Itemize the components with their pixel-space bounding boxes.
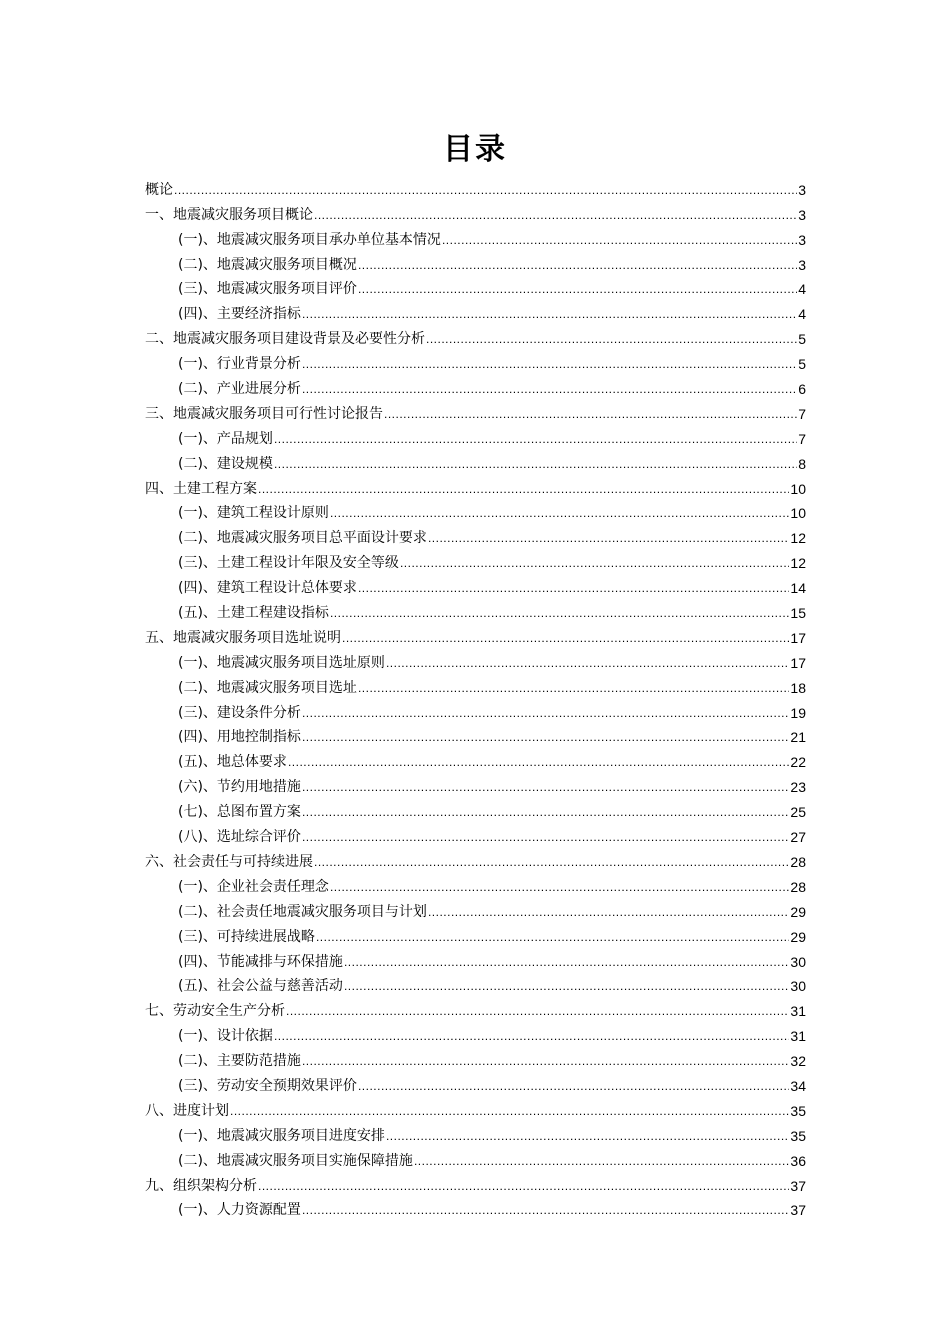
toc-entry-text: (三)、可持续进展战略	[178, 928, 315, 945]
toc-entry[interactable]	[145, 871, 806, 896]
toc-dot-leader	[400, 554, 789, 572]
toc-dot-leader	[258, 480, 789, 498]
toc-page-number: 15	[790, 605, 806, 622]
toc-entry-text: 一、地震减灾服务项目概论	[145, 206, 313, 223]
toc-entry-text: (二)、地震减灾服务项目总平面设计要求	[178, 530, 427, 547]
toc-entry[interactable]	[145, 1070, 806, 1095]
toc-dot-leader	[230, 1102, 789, 1120]
toc-dot-leader	[344, 977, 789, 995]
toc-page-number: 8	[798, 455, 806, 472]
toc-dot-leader	[358, 579, 789, 597]
toc-entry-text: (七)、总图布置方案	[178, 804, 301, 821]
toc-page-number: 5	[798, 331, 806, 348]
toc-entry-text: (四)、节能减排与环保措施	[178, 953, 343, 970]
toc-entry[interactable]	[145, 821, 806, 846]
toc-dot-leader	[286, 1002, 789, 1020]
toc-dot-leader	[314, 853, 789, 871]
toc-dot-leader	[358, 256, 797, 274]
toc-entry-text: (一)、设计依据	[178, 1028, 273, 1045]
toc-dot-leader	[274, 430, 797, 448]
toc-entry-text: (八)、选址综合评价	[178, 829, 301, 846]
toc-entry-text: (一)、人力资源配置	[178, 1202, 301, 1219]
toc-dot-leader	[386, 1127, 789, 1145]
toc-page-number: 4	[798, 281, 806, 298]
toc-page-number: 30	[790, 953, 806, 970]
toc-entry[interactable]	[145, 572, 806, 597]
toc-entry-text: (一)、地震减灾服务项目进度安排	[178, 1127, 385, 1144]
toc-entry[interactable]	[145, 547, 806, 572]
toc-dot-leader	[342, 629, 789, 647]
toc-dot-leader	[384, 405, 797, 423]
toc-page-number: 34	[790, 1077, 806, 1094]
toc-dot-leader	[428, 903, 789, 921]
toc-entry-text: (三)、劳动安全预期效果评价	[178, 1077, 357, 1094]
toc-entry[interactable]	[145, 1095, 806, 1120]
toc-page-number: 7	[798, 405, 806, 422]
toc-entry[interactable]	[145, 846, 806, 871]
toc-dot-leader	[302, 355, 797, 373]
toc-dot-leader	[316, 928, 789, 946]
toc-dot-leader	[174, 181, 797, 199]
toc-entry[interactable]	[145, 323, 806, 348]
toc-entry[interactable]	[145, 274, 806, 299]
toc-entry-text: 二、地震减灾服务项目建设背景及必要性分析	[145, 331, 425, 348]
toc-entry-text: (二)、地震减灾服务项目实施保障措施	[178, 1152, 413, 1169]
toc-dot-leader	[344, 953, 789, 971]
toc-dot-leader	[302, 828, 789, 846]
toc-entry[interactable]	[145, 1170, 806, 1195]
toc-entry-text: 四、土建工程方案	[145, 480, 257, 497]
toc-page-number: 3	[798, 181, 806, 198]
toc-entry-text: (二)、地震减灾服务项目概况	[178, 256, 357, 273]
toc-page-number: 7	[798, 430, 806, 447]
toc-entry-text: (二)、建设规模	[178, 455, 273, 472]
toc-page-number: 5	[798, 356, 806, 373]
toc-page-number: 17	[790, 629, 806, 646]
toc-page-number: 4	[798, 306, 806, 323]
toc-entry-text: (一)、地震减灾服务项目选址原则	[178, 654, 385, 671]
toc-page-number: 27	[790, 829, 806, 846]
toc-entry-text: (四)、用地控制指标	[178, 729, 301, 746]
toc-dot-leader	[258, 1177, 789, 1195]
toc-page-number: 18	[790, 679, 806, 696]
toc-dot-leader	[314, 206, 797, 224]
toc-entry[interactable]	[145, 971, 806, 996]
toc-entry-text: (二)、地震减灾服务项目选址	[178, 679, 357, 696]
toc-page-number: 31	[790, 1003, 806, 1020]
toc-dot-leader	[288, 753, 789, 771]
toc-entry[interactable]	[145, 249, 806, 274]
toc-page-number: 21	[790, 729, 806, 746]
toc-page-number: 35	[790, 1127, 806, 1144]
toc-entry[interactable]	[145, 1195, 806, 1220]
toc-dot-leader	[428, 529, 789, 547]
toc-page-number: 35	[790, 1102, 806, 1119]
toc-entry[interactable]	[145, 1120, 806, 1145]
toc-entry[interactable]	[145, 796, 806, 821]
toc-dot-leader	[302, 728, 789, 746]
toc-page-number: 30	[790, 978, 806, 995]
toc-dot-leader	[330, 504, 789, 522]
toc-page-number: 29	[790, 903, 806, 920]
toc-dot-leader	[302, 1201, 789, 1219]
toc-entry[interactable]	[145, 224, 806, 249]
toc-page-number: 28	[790, 853, 806, 870]
toc-dot-leader	[302, 778, 789, 796]
toc-entry[interactable]	[145, 373, 806, 398]
toc-dot-leader	[442, 231, 797, 249]
toc-page-number: 19	[790, 704, 806, 721]
toc-entry[interactable]	[145, 423, 806, 448]
toc-entry[interactable]	[145, 697, 806, 722]
toc-entry-text: (五)、地总体要求	[178, 754, 287, 771]
toc-entry[interactable]	[145, 448, 806, 473]
toc-entry[interactable]	[145, 298, 806, 323]
toc-page-number: 10	[790, 480, 806, 497]
toc-entry[interactable]	[145, 597, 806, 622]
toc-dot-leader	[330, 604, 789, 622]
toc-entry-text: (一)、企业社会责任理念	[178, 878, 329, 895]
toc-entry-text: (三)、地震减灾服务项目评价	[178, 281, 357, 298]
toc-page-number: 14	[790, 580, 806, 597]
toc-page-number: 32	[790, 1053, 806, 1070]
toc-entry[interactable]	[145, 995, 806, 1020]
toc-entry-text: (一)、建筑工程设计原则	[178, 505, 329, 522]
toc-entry-text: (五)、土建工程建设指标	[178, 605, 329, 622]
toc-entry[interactable]	[145, 1020, 806, 1045]
toc-entry-text: (二)、产业进展分析	[178, 381, 301, 398]
toc-page-number: 28	[790, 878, 806, 895]
toc-dot-leader	[414, 1152, 789, 1170]
toc-page-number: 22	[790, 754, 806, 771]
toc-entry-text: (二)、社会责任地震减灾服务项目与计划	[178, 903, 427, 920]
toc-entry[interactable]	[145, 348, 806, 373]
toc-dot-leader	[302, 803, 789, 821]
toc-entry[interactable]	[145, 199, 806, 224]
toc-page-number: 17	[790, 654, 806, 671]
toc-entry[interactable]	[145, 921, 806, 946]
toc-entry-text: (四)、建筑工程设计总体要求	[178, 580, 357, 597]
toc-entry[interactable]	[145, 896, 806, 921]
toc-entry-text: (一)、地震减灾服务项目承办单位基本情况	[178, 231, 441, 248]
toc-entry-text: 九、组织架构分析	[145, 1177, 257, 1194]
toc-entry-text: (四)、主要经济指标	[178, 306, 301, 323]
toc-entry[interactable]	[145, 398, 806, 423]
toc-page-number: 23	[790, 779, 806, 796]
toc-dot-leader	[426, 330, 797, 348]
toc-entry[interactable]	[145, 946, 806, 971]
toc-page-number: 29	[790, 928, 806, 945]
toc-entry-text: 八、进度计划	[145, 1102, 229, 1119]
toc-dot-leader	[302, 704, 789, 722]
toc-page-number: 37	[790, 1177, 806, 1194]
toc-entry-text: 六、社会责任与可持续进展	[145, 853, 313, 870]
toc-entry[interactable]	[145, 722, 806, 747]
toc-dot-leader	[302, 305, 797, 323]
toc-dot-leader	[274, 455, 797, 473]
toc-dot-leader	[302, 1052, 789, 1070]
toc-entry[interactable]	[145, 498, 806, 523]
toc-page-number: 31	[790, 1028, 806, 1045]
toc-dot-leader	[330, 878, 789, 896]
toc-entry-text: (五)、社会公益与慈善活动	[178, 978, 343, 995]
toc-entry-text: (六)、节约用地措施	[178, 779, 301, 796]
toc-page-number: 12	[790, 530, 806, 547]
toc-page-number: 6	[798, 381, 806, 398]
toc-dot-leader	[358, 1077, 789, 1095]
toc-entry[interactable]	[145, 473, 806, 498]
toc-entry[interactable]	[145, 174, 806, 199]
toc-entry-text: 概论	[145, 181, 173, 198]
toc-page-number: 3	[798, 256, 806, 273]
toc-page-number: 3	[798, 231, 806, 248]
toc-entry-text: (三)、土建工程设计年限及安全等级	[178, 555, 399, 572]
toc-page-number: 12	[790, 555, 806, 572]
toc-entry[interactable]	[145, 522, 806, 547]
toc-entry-text: (一)、产品规划	[178, 430, 273, 447]
toc-dot-leader	[358, 679, 789, 697]
toc-entry-text: 七、劳动安全生产分析	[145, 1003, 285, 1020]
toc-entry-text: 五、地震减灾服务项目选址说明	[145, 629, 341, 646]
toc-entry-text: (三)、建设条件分析	[178, 704, 301, 721]
toc-entry[interactable]	[145, 771, 806, 796]
toc-entry-text: 三、地震减灾服务项目可行性讨论报告	[145, 405, 383, 422]
toc-page-number: 25	[790, 804, 806, 821]
toc-dot-leader	[302, 380, 797, 398]
toc-page-number: 10	[790, 505, 806, 522]
toc-dot-leader	[386, 654, 789, 672]
toc-entry-text: (一)、行业背景分析	[178, 356, 301, 373]
toc-page-number: 3	[798, 206, 806, 223]
toc-entry[interactable]	[145, 672, 806, 697]
toc-page-number: 37	[790, 1202, 806, 1219]
toc-entry[interactable]	[145, 622, 806, 647]
table-of-contents	[145, 174, 806, 1219]
toc-page-number: 36	[790, 1152, 806, 1169]
toc-dot-leader	[358, 280, 797, 298]
toc-entry[interactable]	[145, 746, 806, 771]
toc-entry[interactable]	[145, 1045, 806, 1070]
toc-entry[interactable]	[145, 1145, 806, 1170]
toc-entry-text: (二)、主要防范措施	[178, 1053, 301, 1070]
toc-entry[interactable]	[145, 647, 806, 672]
page-title: 目录	[443, 132, 507, 167]
toc-dot-leader	[274, 1027, 789, 1045]
